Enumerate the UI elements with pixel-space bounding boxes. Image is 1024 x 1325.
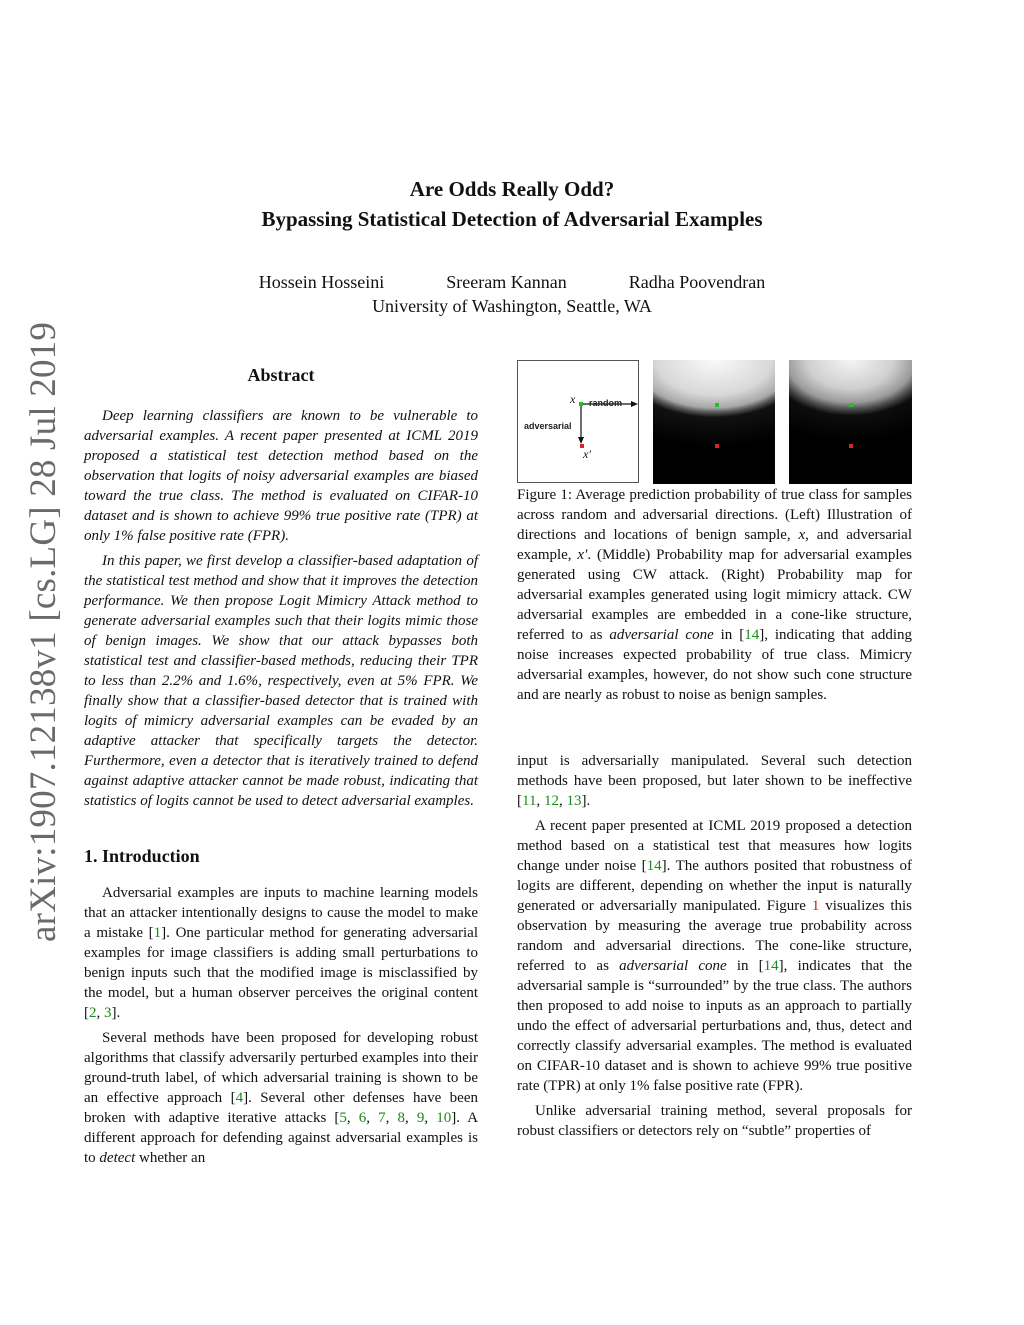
adversarial-sample-dot bbox=[715, 444, 719, 448]
citation-link[interactable]: 14 bbox=[646, 858, 662, 874]
abstract-heading: Abstract bbox=[247, 365, 315, 385]
text-run: ], indicates that the adversarial sample is “surrounded” by the true class. The authors then proposed to add noise to inputs as an approach to partially undo the effect of adversarial perturbations and, thus, detect and correctly classify adversarial examples. The method is evaluated on CIFAR-10 dataset and is shown to achieve 99% true positive rate (TPR) at only 1% false positive rate (FPR). bbox=[517, 958, 912, 1094]
math-var: x bbox=[798, 527, 806, 543]
text-run: ]. One particular method for generating adversarial examples for image classifiers is adding small perturbations to benign inputs such that the modified image is misclassified by the model, but a human observer perceives the original content [ bbox=[84, 925, 479, 1021]
right-body-text bbox=[517, 751, 912, 1141]
text-run: ]. The authors posited that robustness of logits are different, depending on whether the input is naturally generated or adversarially manipulated. Figure bbox=[517, 858, 912, 914]
author-name: Radha Poovendran bbox=[628, 272, 766, 292]
label-random: random bbox=[589, 398, 623, 408]
emphasis: detect bbox=[99, 1150, 136, 1166]
abstract-section bbox=[84, 364, 478, 811]
math-var: x′ bbox=[577, 547, 588, 563]
citation-link[interactable]: 9 bbox=[416, 1110, 425, 1126]
text-run: A recent paper presented at ICML 2019 proposed a detection method based on a statistical test that measures how logits change under noise [ bbox=[517, 818, 912, 874]
author-name: Sreeram Kannan bbox=[446, 272, 567, 292]
text-run: input is adversarially manipulated. Several such detection methods have been proposed, but later shown to be ineffective [ bbox=[517, 753, 912, 809]
body-paragraph: Unlike adversarial training method, several proposals for robust classifiers or detectors rely on “subtle” properties of bbox=[517, 1103, 912, 1139]
citation-link[interactable]: 2 bbox=[89, 1005, 97, 1021]
emphasis: adversarial cone bbox=[609, 627, 714, 643]
title-line-1: Are Odds Really Odd? bbox=[409, 177, 615, 201]
citation-link[interactable]: 1 bbox=[153, 925, 162, 941]
figure-1 bbox=[517, 360, 912, 485]
section-heading-introduction: 1. Introduction bbox=[84, 846, 200, 866]
text-run: in [ bbox=[726, 958, 764, 974]
citation-link[interactable]: 11 bbox=[522, 793, 537, 809]
left-column bbox=[84, 364, 478, 1168]
citation-link[interactable]: 14 bbox=[744, 627, 760, 643]
citation-link[interactable]: 4 bbox=[235, 1090, 244, 1106]
text-run: Figure 1: Average prediction probability of true class for samples across random and adversarial directions. (Left) Illustration of directions and locations of benign sample, bbox=[517, 487, 912, 543]
text-run: Several methods have been proposed for developing robust algorithms that classify adversarily perturbed examples into their ground-truth label, of which adversarial training is shown to be an effective approach [ bbox=[84, 1030, 478, 1106]
citation-link[interactable]: 3 bbox=[104, 1005, 112, 1021]
citation-link[interactable]: 12 bbox=[543, 793, 559, 809]
figure-caption bbox=[517, 485, 912, 705]
citation-link[interactable]: 14 bbox=[763, 958, 779, 974]
text-run: Adversarial examples are inputs to machine learning models that an attacker intentionally designs to cause the model to make a mistake [ bbox=[84, 885, 478, 941]
citation-link[interactable]: 7 bbox=[378, 1110, 386, 1126]
text-run: in [ bbox=[713, 627, 745, 643]
benign-sample-dot bbox=[849, 403, 853, 407]
direction-illustration bbox=[517, 360, 639, 483]
arrowhead-icon bbox=[631, 401, 638, 407]
emphasis: adversarial cone bbox=[619, 958, 727, 974]
abstract-paragraph: In this paper, we first develop a classifier-based adaptation of the statistical test method and show that it improves the detection performance. We then propose Logit Mimicry Attack method to generate adversarial examples such that their logits mimic those of benign images. We show that our attack bypasses both statistical test and classifier-based methods, reducing their TPR to less than 2.2% and 1.6%, respectively, even at 5% FPR. We finally show that a classifier-based detector that is trained with logits of mimicry adversarial examples can be evaded by an adaptive attacker that specifically targets the detector. Furthermore, even a detector that is iteratively trained to defend against adaptive attacker cannot be made robust, indicating that statistics of logits cannot be used to detect adversarial examples. bbox=[84, 553, 478, 809]
right-column bbox=[517, 360, 912, 1141]
citation-link[interactable]: 5 bbox=[339, 1110, 347, 1126]
cw-probability-map bbox=[653, 360, 776, 484]
benign-sample-dot bbox=[579, 402, 583, 406]
arrowhead-icon bbox=[578, 437, 584, 444]
text-run: . (Middle) Probability map for adversarial examples generated using CW attack. (Right) Probability map for adversarial examples generated using logit mimicry attack. CW adversarial examples are embedded in a cone-like structure, referred to as bbox=[517, 547, 912, 643]
text-run: ]. bbox=[111, 1005, 121, 1021]
author-names bbox=[0, 270, 1024, 294]
author-name: Hossein Hosseini bbox=[258, 272, 385, 292]
text-run: ]. Several other defenses have been broken with adaptive iterative attacks [ bbox=[84, 1090, 478, 1126]
benign-sample-dot bbox=[715, 403, 719, 407]
label-adversarial: adversarial bbox=[524, 421, 572, 431]
author-block bbox=[0, 270, 1024, 318]
figure-link[interactable]: 1 bbox=[811, 898, 820, 914]
text-run: whether an bbox=[135, 1150, 206, 1166]
text-run: ]. A different approach for defending against adversarial examples is to bbox=[84, 1110, 479, 1166]
mimicry-probability-map bbox=[789, 360, 912, 484]
citation-link[interactable]: 6 bbox=[358, 1110, 367, 1126]
body-paragraph bbox=[517, 816, 912, 1096]
body-paragraph: Several methods have been proposed for developing robust algorithms that classify adversarily perturbed examples into their ground-truth label, of which adversarial training is shown to be an effective approach [4]. Several other defenses have been broken with adaptive iterative attacks [5, 6, 7, 8, 9, 10]. A different approach for defending against adversarial examples is to detect whether an bbox=[84, 1030, 479, 1166]
text-run: visualizes this observation by measuring the average true probability across random and adversarial directions. The cone-like structure, referred to as bbox=[517, 898, 912, 974]
body-paragraph: Adversarial examples are inputs to machine learning models that an attacker intentionally designs to cause the model to make a mistake [1]. One particular method for generating adversarial examples for image classifiers is adding small perturbations to benign inputs such that the modified image is misclassified by the model, but a human observer perceives the original content [2, 3]. bbox=[84, 885, 479, 1021]
citation-link[interactable]: 10 bbox=[436, 1110, 452, 1126]
citation-link[interactable]: 13 bbox=[566, 793, 582, 809]
citation-link[interactable]: 8 bbox=[397, 1110, 405, 1126]
label-x: x bbox=[570, 392, 576, 406]
paper-title bbox=[0, 174, 1024, 234]
body-paragraph: input is adversarially manipulated. Several such detection methods have been proposed, but later shown to be ineffective [11, 12, 13]. bbox=[517, 753, 912, 809]
text-run: ]. bbox=[581, 793, 591, 809]
abstract-paragraph: Deep learning classifiers are known to be vulnerable to adversarial examples. A recent paper presented at ICML 2019 proposed a statistical test detection method based on the observation that logits of noisy adversarial examples are biased toward the true class. The method is evaluated on CIFAR-10 dataset and is shown to achieve 99% true positive rate (TPR) at only 1% false positive rate (FPR). bbox=[84, 408, 478, 544]
adversarial-sample-dot bbox=[849, 444, 853, 448]
title-line-2: Bypassing Statistical Detection of Adversarial Examples bbox=[261, 207, 763, 231]
text-run: ], indicating that adding noise increases expected probability of true class. Mimicry adversarial examples, however, do not show such cone structure and are nearly as robust to noise as benign samples. bbox=[517, 627, 912, 703]
affiliation: University of Washington, Seattle, WA bbox=[372, 296, 652, 316]
arxiv-identifier: arXiv:1907.12138v1 [cs.LG] 28 Jul 2019 bbox=[23, 321, 64, 942]
label-x-prime: x′ bbox=[583, 447, 591, 461]
text-run: , and adversarial example, bbox=[517, 527, 912, 563]
